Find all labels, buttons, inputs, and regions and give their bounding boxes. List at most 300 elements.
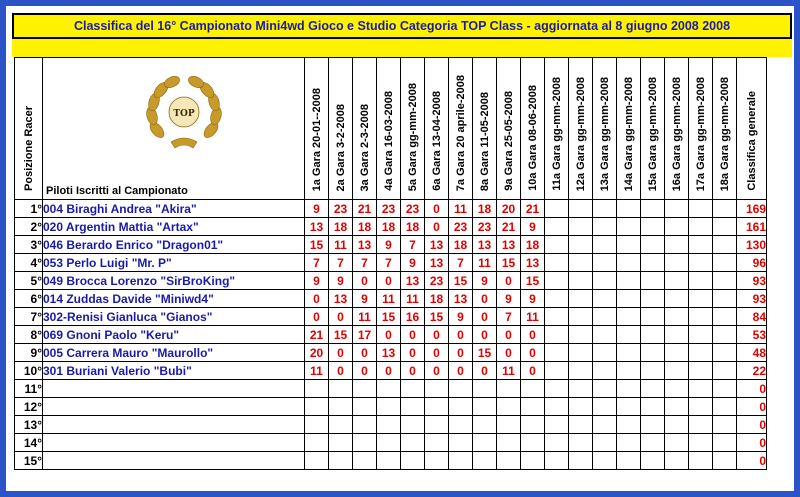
table-row: [15, 452, 767, 470]
score-cell: 18: [521, 236, 545, 254]
race-header-10: [521, 58, 545, 200]
score-cell: 11: [377, 290, 401, 308]
score-cell: [569, 200, 593, 218]
score-cell: 7: [497, 308, 521, 326]
race-header-label: 1a Gara 20-01--2008: [310, 87, 323, 191]
score-cell: 15: [521, 272, 545, 290]
pilot-name-cell: 053 Perlo Luigi "Mr. P": [43, 254, 305, 272]
score-cell: [569, 434, 593, 452]
score-cell: 7: [377, 254, 401, 272]
position-cell: 13°: [15, 416, 43, 434]
score-cell: [665, 452, 689, 470]
score-cell: [545, 254, 569, 272]
score-cell: [641, 416, 665, 434]
score-cell: [665, 200, 689, 218]
score-cell: 0: [473, 308, 497, 326]
score-cell: 18: [401, 218, 425, 236]
score-cell: [569, 308, 593, 326]
race-header-13: [593, 58, 617, 200]
position-cell: 15°: [15, 452, 43, 470]
score-cell: [689, 326, 713, 344]
score-cell: 21: [497, 218, 521, 236]
score-cell: [473, 452, 497, 470]
title-band: [12, 39, 792, 57]
score-cell: [617, 254, 641, 272]
position-cell: 14°: [15, 434, 43, 452]
score-cell: 15: [473, 344, 497, 362]
race-header-2: [329, 58, 353, 200]
score-cell: [665, 434, 689, 452]
score-cell: [641, 290, 665, 308]
score-cell: [617, 272, 641, 290]
total-cell: 93: [737, 290, 767, 308]
score-cell: [665, 308, 689, 326]
table-row: [15, 290, 767, 308]
pilot-name-cell: 049 Brocca Lorenzo "SirBroKing": [43, 272, 305, 290]
score-cell: 13: [425, 236, 449, 254]
pilot-name-cell: 302-Renisi Gianluca "Gianos": [43, 308, 305, 326]
score-cell: [713, 452, 737, 470]
score-cell: [545, 452, 569, 470]
score-cell: [617, 200, 641, 218]
position-cell: 10°: [15, 362, 43, 380]
total-cell: 84: [737, 308, 767, 326]
score-cell: [569, 416, 593, 434]
score-cell: 0: [353, 272, 377, 290]
score-cell: [593, 272, 617, 290]
race-header-label: 6a Gara 13-04-2008: [430, 91, 443, 191]
total-cell: 169: [737, 200, 767, 218]
score-cell: 7: [401, 236, 425, 254]
score-cell: [665, 416, 689, 434]
score-cell: 13: [473, 236, 497, 254]
score-cell: 18: [377, 218, 401, 236]
score-cell: 13: [449, 290, 473, 308]
score-cell: [617, 326, 641, 344]
score-cell: 7: [329, 254, 353, 272]
score-cell: [665, 236, 689, 254]
score-cell: 9: [305, 272, 329, 290]
score-cell: 0: [425, 362, 449, 380]
score-cell: 0: [449, 362, 473, 380]
score-cell: 0: [425, 218, 449, 236]
score-cell: [593, 452, 617, 470]
score-cell: [497, 416, 521, 434]
total-cell: 130: [737, 236, 767, 254]
score-cell: [593, 290, 617, 308]
score-cell: [545, 344, 569, 362]
score-cell: 15: [377, 308, 401, 326]
score-cell: [401, 434, 425, 452]
score-cell: [545, 398, 569, 416]
race-header-label: 9a Gara 25-05-2008: [502, 91, 515, 191]
score-cell: [545, 200, 569, 218]
total-header: [737, 58, 767, 200]
score-cell: 7: [305, 254, 329, 272]
race-header-label: 3a Gara 2-3-2008: [358, 103, 371, 191]
score-cell: 0: [377, 326, 401, 344]
score-cell: 15: [497, 254, 521, 272]
race-header-label: 11a Gara gg-mm-2008: [550, 77, 563, 191]
score-cell: [641, 218, 665, 236]
score-cell: 0: [401, 326, 425, 344]
score-cell: 13: [305, 218, 329, 236]
score-cell: [689, 344, 713, 362]
score-cell: 0: [497, 326, 521, 344]
score-cell: 0: [377, 362, 401, 380]
pilot-name-cell: [43, 380, 305, 398]
top-laurel-icon: [143, 72, 225, 154]
race-header-9: [497, 58, 521, 200]
total-cell: 0: [737, 380, 767, 398]
score-cell: 9: [305, 200, 329, 218]
table-row: [15, 272, 767, 290]
score-cell: [617, 344, 641, 362]
score-cell: [713, 416, 737, 434]
score-cell: [689, 236, 713, 254]
score-cell: [593, 344, 617, 362]
score-cell: 15: [305, 236, 329, 254]
score-cell: 13: [497, 236, 521, 254]
score-cell: 9: [521, 290, 545, 308]
score-cell: 9: [377, 236, 401, 254]
position-cell: 7°: [15, 308, 43, 326]
score-cell: 0: [473, 362, 497, 380]
race-header-8: [473, 58, 497, 200]
score-cell: [497, 452, 521, 470]
score-cell: [617, 380, 641, 398]
score-cell: [689, 254, 713, 272]
race-header-11: [545, 58, 569, 200]
position-cell: 5°: [15, 272, 43, 290]
score-cell: [425, 416, 449, 434]
score-cell: [521, 398, 545, 416]
race-header-15: [641, 58, 665, 200]
score-cell: [425, 398, 449, 416]
score-cell: 0: [377, 272, 401, 290]
score-cell: 0: [521, 344, 545, 362]
score-cell: 13: [521, 254, 545, 272]
score-cell: [713, 272, 737, 290]
score-cell: 13: [425, 254, 449, 272]
score-cell: [545, 236, 569, 254]
score-cell: [473, 434, 497, 452]
score-cell: [665, 362, 689, 380]
table-row: [15, 308, 767, 326]
total-cell: 48: [737, 344, 767, 362]
score-cell: 0: [401, 362, 425, 380]
score-cell: [593, 218, 617, 236]
score-cell: 18: [473, 200, 497, 218]
race-header-label: 4a Gara 16-03-2008: [382, 91, 395, 191]
total-cell: 0: [737, 398, 767, 416]
score-cell: 0: [425, 344, 449, 362]
total-header-label: Classifica generale: [745, 91, 758, 191]
score-cell: [641, 254, 665, 272]
score-cell: [569, 398, 593, 416]
score-cell: 18: [425, 290, 449, 308]
score-cell: [713, 344, 737, 362]
table-row: [15, 434, 767, 452]
pilots-header: [43, 58, 305, 200]
score-cell: [569, 344, 593, 362]
score-cell: 0: [521, 326, 545, 344]
score-cell: [521, 416, 545, 434]
position-header-label: Posizione Racer: [22, 106, 35, 191]
total-cell: 161: [737, 218, 767, 236]
logo-text: TOP: [173, 109, 195, 119]
score-cell: [473, 398, 497, 416]
header-row: [15, 58, 767, 200]
score-cell: [497, 380, 521, 398]
score-cell: [689, 308, 713, 326]
score-cell: 20: [305, 344, 329, 362]
score-cell: [617, 362, 641, 380]
score-cell: [713, 290, 737, 308]
score-cell: [401, 398, 425, 416]
score-cell: [545, 362, 569, 380]
score-cell: [329, 380, 353, 398]
pilot-name-cell: [43, 398, 305, 416]
score-cell: [305, 380, 329, 398]
position-cell: 12°: [15, 398, 43, 416]
score-cell: 23: [449, 218, 473, 236]
pilot-name-cell: 005 Carrera Mauro "Maurollo": [43, 344, 305, 362]
score-cell: [377, 416, 401, 434]
score-cell: [665, 344, 689, 362]
score-cell: 7: [449, 254, 473, 272]
total-cell: 0: [737, 434, 767, 452]
score-cell: [593, 254, 617, 272]
score-cell: [641, 344, 665, 362]
score-cell: 0: [401, 344, 425, 362]
score-cell: [689, 416, 713, 434]
score-cell: [569, 218, 593, 236]
score-cell: [329, 416, 353, 434]
pilot-name-cell: 069 Gnoni Paolo "Keru": [43, 326, 305, 344]
score-cell: 0: [497, 344, 521, 362]
score-cell: [473, 380, 497, 398]
total-cell: 53: [737, 326, 767, 344]
race-header-label: 13a Gara gg-mm-2008: [598, 76, 611, 191]
score-cell: 0: [425, 200, 449, 218]
table-row: [15, 218, 767, 236]
table-row: [15, 398, 767, 416]
score-cell: [713, 218, 737, 236]
score-cell: 9: [449, 308, 473, 326]
score-cell: [425, 434, 449, 452]
score-cell: 23: [425, 272, 449, 290]
race-header-label: 18a Gara gg-mm-2008: [718, 76, 731, 191]
score-cell: 23: [329, 200, 353, 218]
score-cell: 0: [521, 362, 545, 380]
score-cell: [545, 290, 569, 308]
score-cell: 9: [401, 254, 425, 272]
pilot-name-cell: 046 Berardo Enrico "Dragon01": [43, 236, 305, 254]
score-cell: [593, 236, 617, 254]
score-cell: 21: [305, 326, 329, 344]
score-cell: [617, 236, 641, 254]
score-cell: [689, 290, 713, 308]
score-cell: [377, 380, 401, 398]
score-cell: [353, 452, 377, 470]
score-cell: 20: [497, 200, 521, 218]
score-cell: [665, 380, 689, 398]
score-cell: [329, 452, 353, 470]
score-cell: [617, 416, 641, 434]
score-cell: 21: [521, 200, 545, 218]
race-header-label: 5a Gara gg-mm-2008: [406, 82, 419, 191]
score-cell: [641, 452, 665, 470]
score-cell: [713, 362, 737, 380]
score-cell: 9: [353, 290, 377, 308]
score-cell: [305, 398, 329, 416]
score-cell: 15: [425, 308, 449, 326]
score-cell: [569, 452, 593, 470]
position-cell: 3°: [15, 236, 43, 254]
score-cell: [353, 398, 377, 416]
score-cell: 13: [401, 272, 425, 290]
score-cell: 0: [305, 290, 329, 308]
pilot-name-cell: 014 Zuddas Davide "Miniwd4": [43, 290, 305, 308]
race-header-label: 16a Gara gg-mm-2008: [670, 76, 683, 191]
total-cell: 93: [737, 272, 767, 290]
score-cell: 0: [497, 272, 521, 290]
score-cell: [617, 308, 641, 326]
race-header-7: [449, 58, 473, 200]
race-header-6: [425, 58, 449, 200]
score-cell: 15: [449, 272, 473, 290]
score-cell: [641, 200, 665, 218]
table-row: [15, 344, 767, 362]
score-cell: [689, 272, 713, 290]
score-cell: [569, 236, 593, 254]
score-cell: [593, 416, 617, 434]
score-cell: 0: [305, 308, 329, 326]
score-cell: 18: [353, 218, 377, 236]
race-header-17: [689, 58, 713, 200]
score-cell: 11: [473, 254, 497, 272]
score-cell: 16: [401, 308, 425, 326]
score-cell: 18: [449, 236, 473, 254]
score-cell: 15: [329, 326, 353, 344]
score-cell: 0: [353, 344, 377, 362]
score-cell: [569, 380, 593, 398]
score-cell: [713, 398, 737, 416]
score-cell: [401, 416, 425, 434]
score-cell: 11: [401, 290, 425, 308]
score-cell: [665, 398, 689, 416]
score-cell: [521, 452, 545, 470]
position-cell: 6°: [15, 290, 43, 308]
score-cell: [665, 218, 689, 236]
score-cell: [689, 452, 713, 470]
total-cell: 96: [737, 254, 767, 272]
score-cell: [713, 200, 737, 218]
score-cell: [425, 452, 449, 470]
score-cell: [377, 452, 401, 470]
score-cell: [617, 434, 641, 452]
table-row: [15, 362, 767, 380]
score-cell: 0: [425, 326, 449, 344]
score-cell: 0: [329, 344, 353, 362]
table-row: [15, 380, 767, 398]
score-cell: [689, 380, 713, 398]
score-cell: [641, 434, 665, 452]
total-cell: 0: [737, 416, 767, 434]
race-header-12: [569, 58, 593, 200]
score-cell: 11: [449, 200, 473, 218]
score-cell: [641, 398, 665, 416]
score-cell: [401, 380, 425, 398]
score-cell: [713, 326, 737, 344]
score-cell: 13: [377, 344, 401, 362]
score-cell: [641, 380, 665, 398]
score-cell: [545, 326, 569, 344]
pilot-name-cell: 301 Buriani Valerio "Bubi": [43, 362, 305, 380]
score-cell: [617, 290, 641, 308]
score-cell: [449, 416, 473, 434]
total-cell: 0: [737, 452, 767, 470]
pilot-name-cell: 020 Argentin Mattia "Artax": [43, 218, 305, 236]
position-cell: 11°: [15, 380, 43, 398]
score-cell: [449, 380, 473, 398]
score-cell: [593, 362, 617, 380]
table-row: [15, 416, 767, 434]
score-cell: 11: [497, 362, 521, 380]
score-cell: [713, 308, 737, 326]
table-row: [15, 236, 767, 254]
score-cell: [641, 272, 665, 290]
race-header-label: 17a Gara gg-mm-2008: [694, 76, 707, 191]
position-cell: 8°: [15, 326, 43, 344]
pilot-name-cell: [43, 434, 305, 452]
score-cell: [497, 434, 521, 452]
score-cell: [641, 308, 665, 326]
race-header-label: 12a Gara gg-mm-2008: [574, 76, 587, 191]
score-cell: [449, 434, 473, 452]
score-cell: 23: [377, 200, 401, 218]
total-cell: 22: [737, 362, 767, 380]
score-cell: 23: [401, 200, 425, 218]
score-cell: 0: [473, 290, 497, 308]
score-cell: [569, 254, 593, 272]
race-header-1: [305, 58, 329, 200]
score-cell: [641, 326, 665, 344]
score-cell: 13: [353, 236, 377, 254]
position-cell: 4°: [15, 254, 43, 272]
table-row: [15, 200, 767, 218]
position-cell: 9°: [15, 344, 43, 362]
score-cell: [713, 434, 737, 452]
score-cell: 0: [329, 308, 353, 326]
score-cell: [521, 434, 545, 452]
score-cell: [305, 434, 329, 452]
score-cell: [353, 434, 377, 452]
score-cell: 21: [353, 200, 377, 218]
race-header-4: [377, 58, 401, 200]
position-cell: 1°: [15, 200, 43, 218]
score-cell: [521, 380, 545, 398]
score-cell: 0: [449, 344, 473, 362]
pilot-name-cell: [43, 452, 305, 470]
score-cell: 11: [305, 362, 329, 380]
score-cell: [545, 308, 569, 326]
score-cell: [689, 362, 713, 380]
score-cell: [665, 326, 689, 344]
score-cell: [689, 398, 713, 416]
score-cell: [305, 416, 329, 434]
